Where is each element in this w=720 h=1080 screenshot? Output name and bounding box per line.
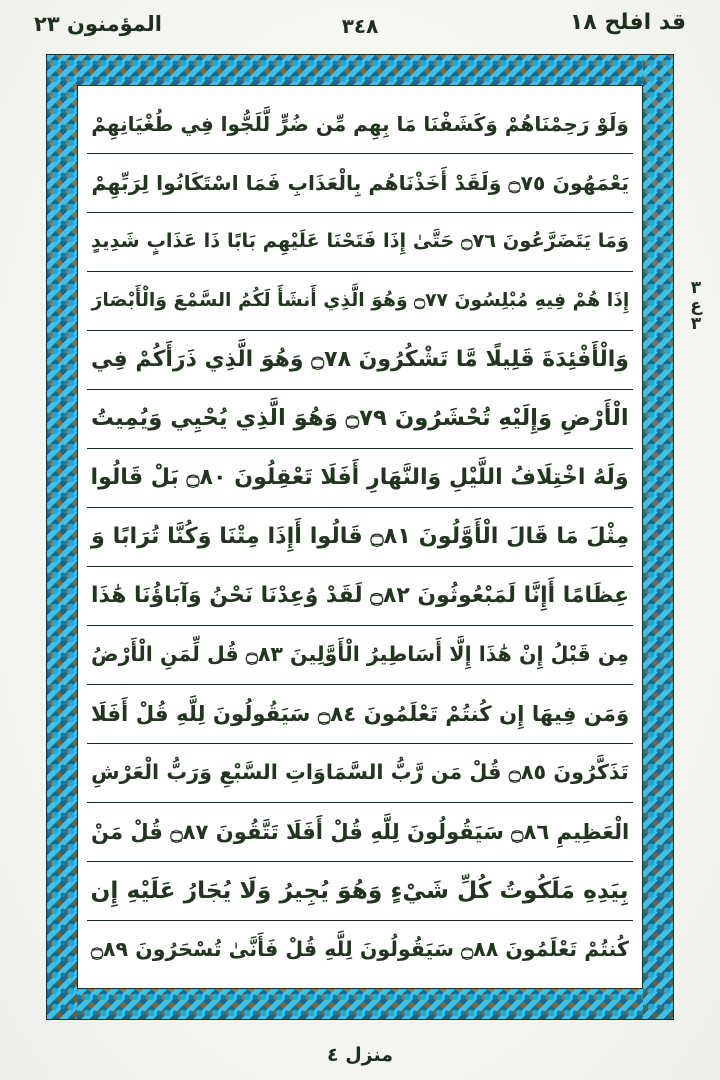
ayah-line-text: الْأَرْضِ وَإِلَيْهِ تُحْشَرُونَ ۝٧٩ وَهُوَ الَّذِي يُحْيِي وَيُمِيتُ (91, 405, 629, 432)
ayah-line-text: عِظَامًا أَإِنَّا لَمَبْعُوثُونَ ۝٨٢ لَقَدْ وُعِدْنَا نَحْنُ وَآبَاؤُنَا هَٰذَا (91, 582, 630, 608)
ayah-line (87, 213, 633, 272)
ayah-line (87, 744, 633, 803)
ornament-band-right (643, 55, 673, 1019)
ornament-band-bottom (47, 989, 673, 1019)
ayah-line (87, 449, 633, 508)
juz-label: قد افلح ١٨ (569, 10, 686, 35)
ayah-line-text: بِيَدِهِ مَلَكُوتُ كُلِّ شَيْءٍ وَهُوَ يُجِيرُ وَلَا يُجَارُ عَلَيْهِ إِن (90, 877, 630, 904)
ayah-line-text: وَمَا يَتَضَرَّعُونَ ۝٧٦ حَتَّىٰ إِذَا فَتَحْنَا عَلَيْهِم بَابًا ذَا عَذَابٍ شَدِيدٍ (91, 230, 629, 253)
ruku-marker-line-2: ع (690, 295, 702, 316)
ruku-marker-line-3: ٣ (690, 313, 702, 334)
ayah-line (87, 272, 633, 331)
ayah-line (87, 567, 633, 626)
ayah-line-text: وَمَن فِيهَا إِن كُنتُمْ تَعْلَمُونَ ۝٨٤ سَيَقُولُونَ لِلَّهِ قُلْ أَفَلَا (90, 701, 630, 726)
ayah-line (87, 626, 633, 685)
ayah-line-text: وَلَهُ اخْتِلَافُ اللَّيْلِ وَالنَّهَارِ أَفَلَا تَعْقِلُونَ ۝٨٠ بَلْ قَالُوا (90, 465, 630, 491)
ayah-line-text: إِذَا هُمْ فِيهِ مُبْلِسُونَ ۝٧٧ وَهُوَ الَّذِي أَنشَأَ لَكُمُ السَّمْعَ وَالْأَبْصَارَ (91, 290, 629, 312)
ayah-line (87, 685, 633, 744)
ruku-marker (680, 280, 712, 334)
ayah-line-text: وَالْأَفْئِدَةَ قَلِيلًا مَّا تَشْكُرُونَ ۝٧٨ وَهُوَ الَّذِي ذَرَأَكُمْ فِي (91, 347, 629, 373)
ayah-line (87, 862, 633, 921)
ornament-band-top (47, 55, 673, 85)
ayah-line (87, 154, 633, 213)
scallop-edge-right (634, 85, 643, 989)
ayah-line (87, 508, 633, 567)
surah-label: المؤمنون ٢٣ (34, 12, 162, 36)
scallop-edge-bottom (77, 980, 643, 989)
manzil-label: منزل ٤ (326, 1044, 394, 1066)
decorative-frame (46, 54, 674, 1020)
scallop-edge-left (77, 85, 86, 989)
ayah-line-text: مِثْلَ مَا قَالَ الْأَوَّلُونَ ۝٨١ قَالُوا أَإِذَا مِتْنَا وَكُنَّا تُرَابًا وَ (90, 524, 630, 550)
quran-text-block (87, 95, 633, 979)
page-header (0, 0, 720, 48)
ruku-marker-line-1: ٣ (690, 278, 702, 298)
ayah-line (87, 331, 633, 390)
page-number: ٣٤٨ (341, 14, 379, 38)
ayah-line (87, 95, 633, 154)
ayah-line (87, 390, 633, 449)
ayah-line (87, 803, 633, 862)
ornament-band-left (47, 55, 77, 1019)
ayah-line-text: الْعَظِيمِ ۝٨٦ سَيَقُولُونَ لِلَّهِ قُلْ أَفَلَا تَتَّقُونَ ۝٨٧ قُلْ مَنْ (90, 819, 630, 844)
ayah-line-text: مِن قَبْلُ إِنْ هَٰذَا إِلَّا أَسَاطِيرُ الْأَوَّلِينَ ۝٨٣ قُل لِّمَنِ الْأَرْضُ (91, 642, 629, 667)
ayah-line (87, 921, 633, 979)
ayah-line-text: كُنتُمْ تَعْلَمُونَ ۝٨٨ سَيَقُولُونَ لِلَّهِ قُلْ فَأَنَّىٰ تُسْحَرُونَ ۝٨٩ (91, 937, 629, 962)
scallop-edge-top (77, 85, 643, 94)
ayah-line-text: وَلَوْ رَحِمْنَاهُمْ وَكَشَفْنَا مَا بِهِم مِّن ضُرٍّ لَّلَجُّوا فِي طُغْيَانِهِمْ (91, 111, 629, 136)
ayah-line-text: يَعْمَهُونَ ۝٧٥ وَلَقَدْ أَخَذْنَاهُم بِالْعَذَابِ فَمَا اسْتَكَانُوا لِرَبِّهِمْ (91, 170, 629, 195)
ayah-line-text: تَذَكَّرُونَ ۝٨٥ قُلْ مَن رَّبُّ السَّمَاوَاتِ السَّبْعِ وَرَبُّ الْعَرْشِ (91, 760, 629, 785)
